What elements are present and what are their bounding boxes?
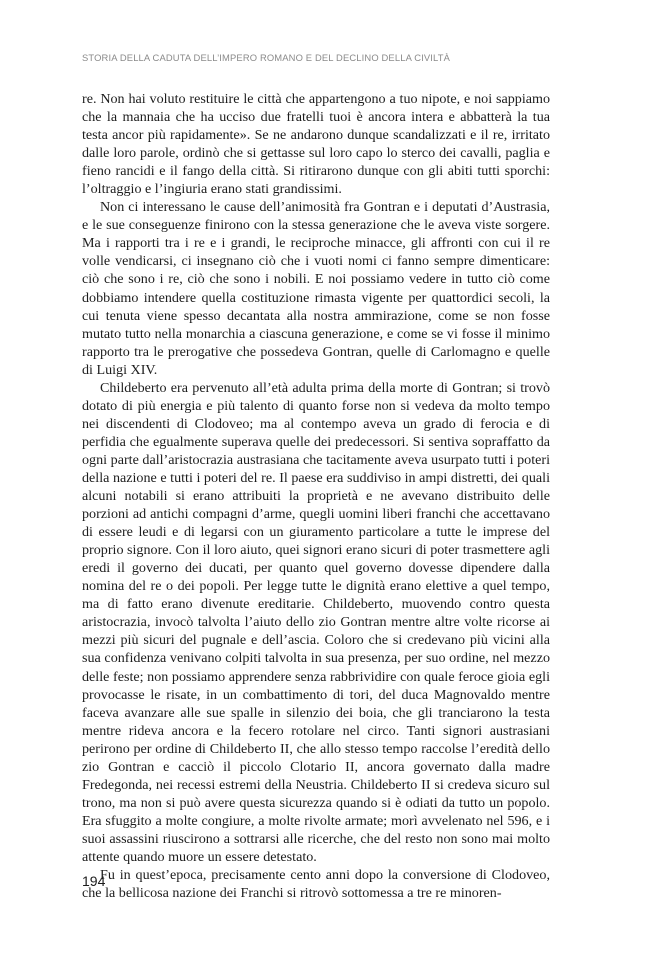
paragraph-1: re. Non hai voluto restituire le città che appartengono a tuo nipote, e noi sappiamo che la mannaia che ha ucciso due fratelli tuoi è ancora intera e abbatterà la tua testa ancor più rapidamente». Se ne andarono dunque scandalizzati e il re, irritato dalle loro parole, ordinò che si gettasse sul loro capo lo sterco dei cavalli, paglia e fieno rancidi e il fango della città. Si ritirarono dunque con gli abiti tutti sporchi: l’oltraggio e l’ingiuria erano stati grandissimi. bbox=[82, 91, 550, 198]
body-text bbox=[82, 90, 550, 902]
running-header: STORIA DELLA CADUTA DELL’IMPERO ROMANO E DEL DECLINO DELLA CIVILTÀ bbox=[82, 52, 450, 63]
paragraph-4: Fu in quest’epoca, precisamente cento anni dopo la conversione di Clodoveo, che la bellicosa nazione dei Franchi si ritrovò sottomessa a tre re minoren- bbox=[82, 867, 550, 902]
paragraph-2: Non ci interessano le cause dell’animosità fra Gontran e i deputati d’Austrasia, e le sue conseguenze finirono con la stessa generazione che le aveva viste sorgere. Ma i rapporti tra i re e i grandi, le reciproche minacce, gli affronti con cui il re volle vendicarsi, ci insegnano ciò che i vuoti nomi ci fanno sempre dimenticare: ciò che sono i re, ciò che sono i nobili. E noi possiamo vedere in tutto ciò come dobbiamo intendere quella costituzione rimasta vigente per quattordici secoli, la cui tenuta viene spesso decantata alla nostra ammirazione, come se non fosse mutato tutto nella monarchia a ciascuna generazione, e come se vi fosse il minimo rapporto tra le prerogative che possedeva Gontran, quelle di Carlomagno e quelle di Luigi XIV. bbox=[82, 199, 550, 378]
page-number: 194 bbox=[82, 873, 106, 889]
paragraph-3: Childeberto era pervenuto all’età adulta prima della morte di Gontran; si trovò dotato di più energia e più talento di quanto forse non si vedeva da molto tempo nei discendenti di Clodoveo; ma al contempo aveva un grado di ferocia e di perfidia che egualmente superava quelle dei predecessori. Si sentiva sopraffatto da ogni parte dall’aristocrazia austrasiana che tacitamente aveva usurpato tutti i poteri della nazione e tutti i poteri del re. Il paese era suddiviso in ampi distretti, dei quali alcuni notabili si erano attribuiti la proprietà e ne avevano distribuito delle porzioni ad antichi compagni d’arme, quegli uomini liberi franchi che accettavano di essere leudi e di legarsi con un giuramento particolare a tutte le imprese del proprio signore. Con il loro aiuto, quei signori erano sicuri di poter trasmettere agli eredi il governo dei ducati, per quanto quel governo dovesse dipendere dalla nomina del re o dei popoli. Per legge tutte le dignità erano elettive a quel tempo, ma di fatto erano divenute ereditarie. Childeberto, muovendo contro questa aristocrazia, invocò talvolta l’aiuto dello zio Gontran mentre altre volte ricorse ai mezzi più sicuri del pugnale e dell’ascia. Coloro che si credevano più vicini alla sua confidenza venivano colpiti talvolta in sua presenza, per suo ordine, nel mezzo delle feste; non possiamo apprendere senza rabbrividire con quale feroce gioia egli provocasse le risate, in un combattimento di tori, del duca Magnovaldo mentre faceva avanzare alle sue spalle in silenzio dei boia, che gli tranciarono la testa mentre rideva ancora e la fecero rotolare nel circo. Tanti signori austrasiani perirono per ordine di Childeberto II, che allo stesso tempo raccolse l’eredità dello zio Gontran e cacciò il piccolo Clotario II, ancora governato dalla madre Fredegonda, nei recessi estremi della Neustria. Childeberto II si credeva sicuro sul trono, ma non si può avere questa sicurezza quando si è odiati da tutto un popolo. Era sfuggito a molte congiure, a molte rivolte armate; morì avvelenato nel 596, e i suoi assassini riuscirono a sottrarsi alle ricerche, che del resto non sono mai molto attente quando muore un essere detestato. bbox=[82, 379, 550, 865]
